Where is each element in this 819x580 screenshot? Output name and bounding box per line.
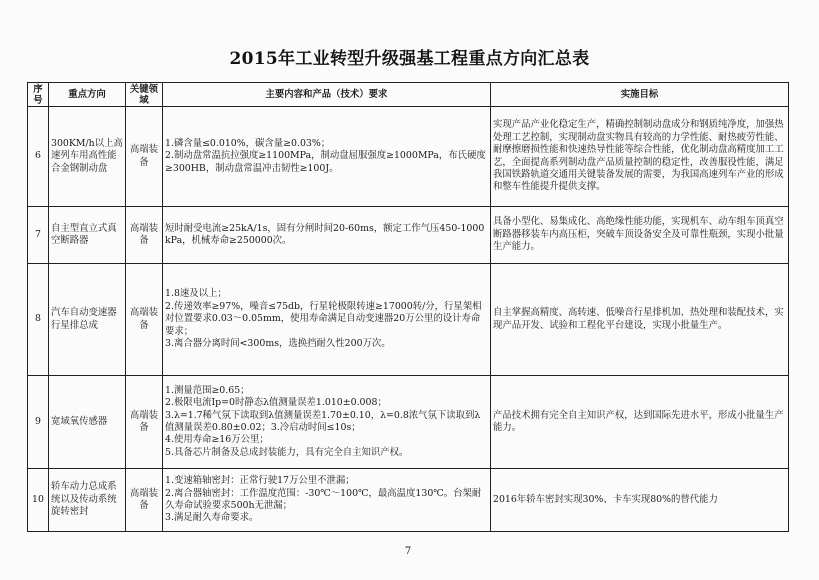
row-field: 高端装备	[126, 107, 163, 207]
row-direction: 轿车动力总成系统以及传动系统旋转密封	[49, 469, 126, 532]
requirement-line: 1.变速箱轴密封：正常行驶17万公里不泄漏；	[165, 475, 355, 487]
row-no: 6	[28, 107, 49, 207]
row-field: 高端装备	[126, 469, 163, 532]
row-direction: 汽车自动变速器行星排总成	[49, 264, 126, 376]
table-row	[28, 207, 789, 264]
row-requirements	[163, 207, 491, 264]
requirement-line: 1.8速及以上；	[165, 288, 227, 300]
row-no: 7	[28, 207, 49, 264]
row-requirements	[163, 376, 491, 469]
requirement-line: 2.传递效率≥97%，噪音≤75db，行星轮极限转速≥17000转/分，行星架相对位置要求0.03～0.05mm，使用寿命满足自动变速器20万公里的设计寿命要求；	[165, 300, 482, 337]
requirement-line: 短时耐受电流≥25kA/1s，固有分闸时间20-60ms，额定工作气压450-1000kPa，机械寿命≥250000次。	[165, 222, 485, 246]
requirement-line: 2.制动盘常温抗拉强度≥1100MPa，制动盘屈服强度≥1000MPa，布氏硬度≥300HB，制动盘常温冲击韧性≥100J。	[165, 150, 486, 174]
row-target: 2016年轿车密封实现30%、卡车实现80%的替代能力	[491, 469, 789, 532]
requirement-line: 1.磷含量≤0.010%，碳含量≥0.03%；	[165, 137, 331, 149]
row-requirements	[163, 264, 491, 376]
requirement-line: 3.离合器分离时间<300ms，选换挡耐久性200万次。	[165, 338, 391, 350]
row-field: 高端装备	[126, 376, 163, 469]
row-requirements	[163, 107, 491, 207]
row-direction: 300KM/h以上高速列车用高性能合金钢制动盘	[49, 107, 126, 207]
summary-table	[27, 82, 789, 532]
row-requirements	[163, 469, 491, 532]
requirement-line: 1.测量范围≥0.65；	[165, 384, 250, 396]
header-field: 关键领域	[126, 83, 163, 107]
requirement-line: 3.λ=1.7稀气氛下读取到λ值测量误差1.70±0.10，λ=0.8浓气氛下读取到λ值测量误差0.80±0.02；3.冷启动时间≤10s；	[165, 409, 481, 433]
requirement-line: 5.具备芯片制备及总成封装能力，具有完全自主知识产权。	[165, 446, 409, 458]
row-no: 9	[28, 376, 49, 469]
header-no: 序号	[28, 83, 49, 107]
row-no: 8	[28, 264, 49, 376]
row-target: 自主掌握高精度、高转速、低噪音行星排机加、热处理和装配技术，实现产品开发、试验和工程化平台建设，实现小批量生产。	[491, 264, 789, 376]
page-number: 7	[404, 546, 412, 557]
row-target: 实现产品产业化稳定生产，精确控制制动盘成分和钢质纯净度，加强热处理工艺控制，实现制动盘实物具有较高的力学性能、耐热疲劳性能、耐摩擦磨损性能和快速热导性能等综合性能，优化制动盘高精度加工工艺，全面提高系列制动盘产品质量控制的稳定性，改善服役性能，满足我国铁路轨道交通用关键装备发展的需要，为我国高速列车产业的形成和整车性能提升提供支撑。	[491, 107, 789, 207]
requirement-line: 3.满足耐久寿命要求。	[165, 512, 259, 524]
row-field: 高端装备	[126, 264, 163, 376]
row-target: 产品技术拥有完全自主知识产权，达到国际先进水平，形成小批量生产能力。	[491, 376, 789, 469]
requirement-line: 2.极限电流Ip=0时静态λ值测量误差1.010±0.008；	[165, 397, 387, 409]
header-requirements: 主要内容和产品（技术）要求	[163, 83, 491, 107]
table-row	[28, 107, 789, 207]
row-direction: 自主型直立式真空断路器	[49, 207, 126, 264]
table-header-row	[28, 83, 789, 107]
header-target: 实施目标	[491, 83, 789, 107]
requirement-line: 4.使用寿命≥16万公里；	[165, 434, 269, 446]
row-no: 10	[28, 469, 49, 532]
header-direction: 重点方向	[49, 83, 126, 107]
requirement-line: 2.离合器轴密封：工作温度范围：-30℃～100℃，最高温度130℃。台架耐久寿命试验要求500h无泄漏；	[165, 487, 482, 511]
table-row	[28, 376, 789, 469]
row-field: 高端装备	[126, 207, 163, 264]
row-target: 具备小型化、易集成化、高绝缘性能功能，实现机车、动车组车顶真空断路器移装车内高压柜，突破车顶设备安全及可靠性瓶颈，实现小批量生产能力。	[491, 207, 789, 264]
document-title: 2015年工业转型升级强基工程重点方向汇总表	[229, 49, 590, 69]
table-row	[28, 469, 789, 532]
table-row	[28, 264, 789, 376]
row-direction: 宽域氧传感器	[49, 376, 126, 469]
